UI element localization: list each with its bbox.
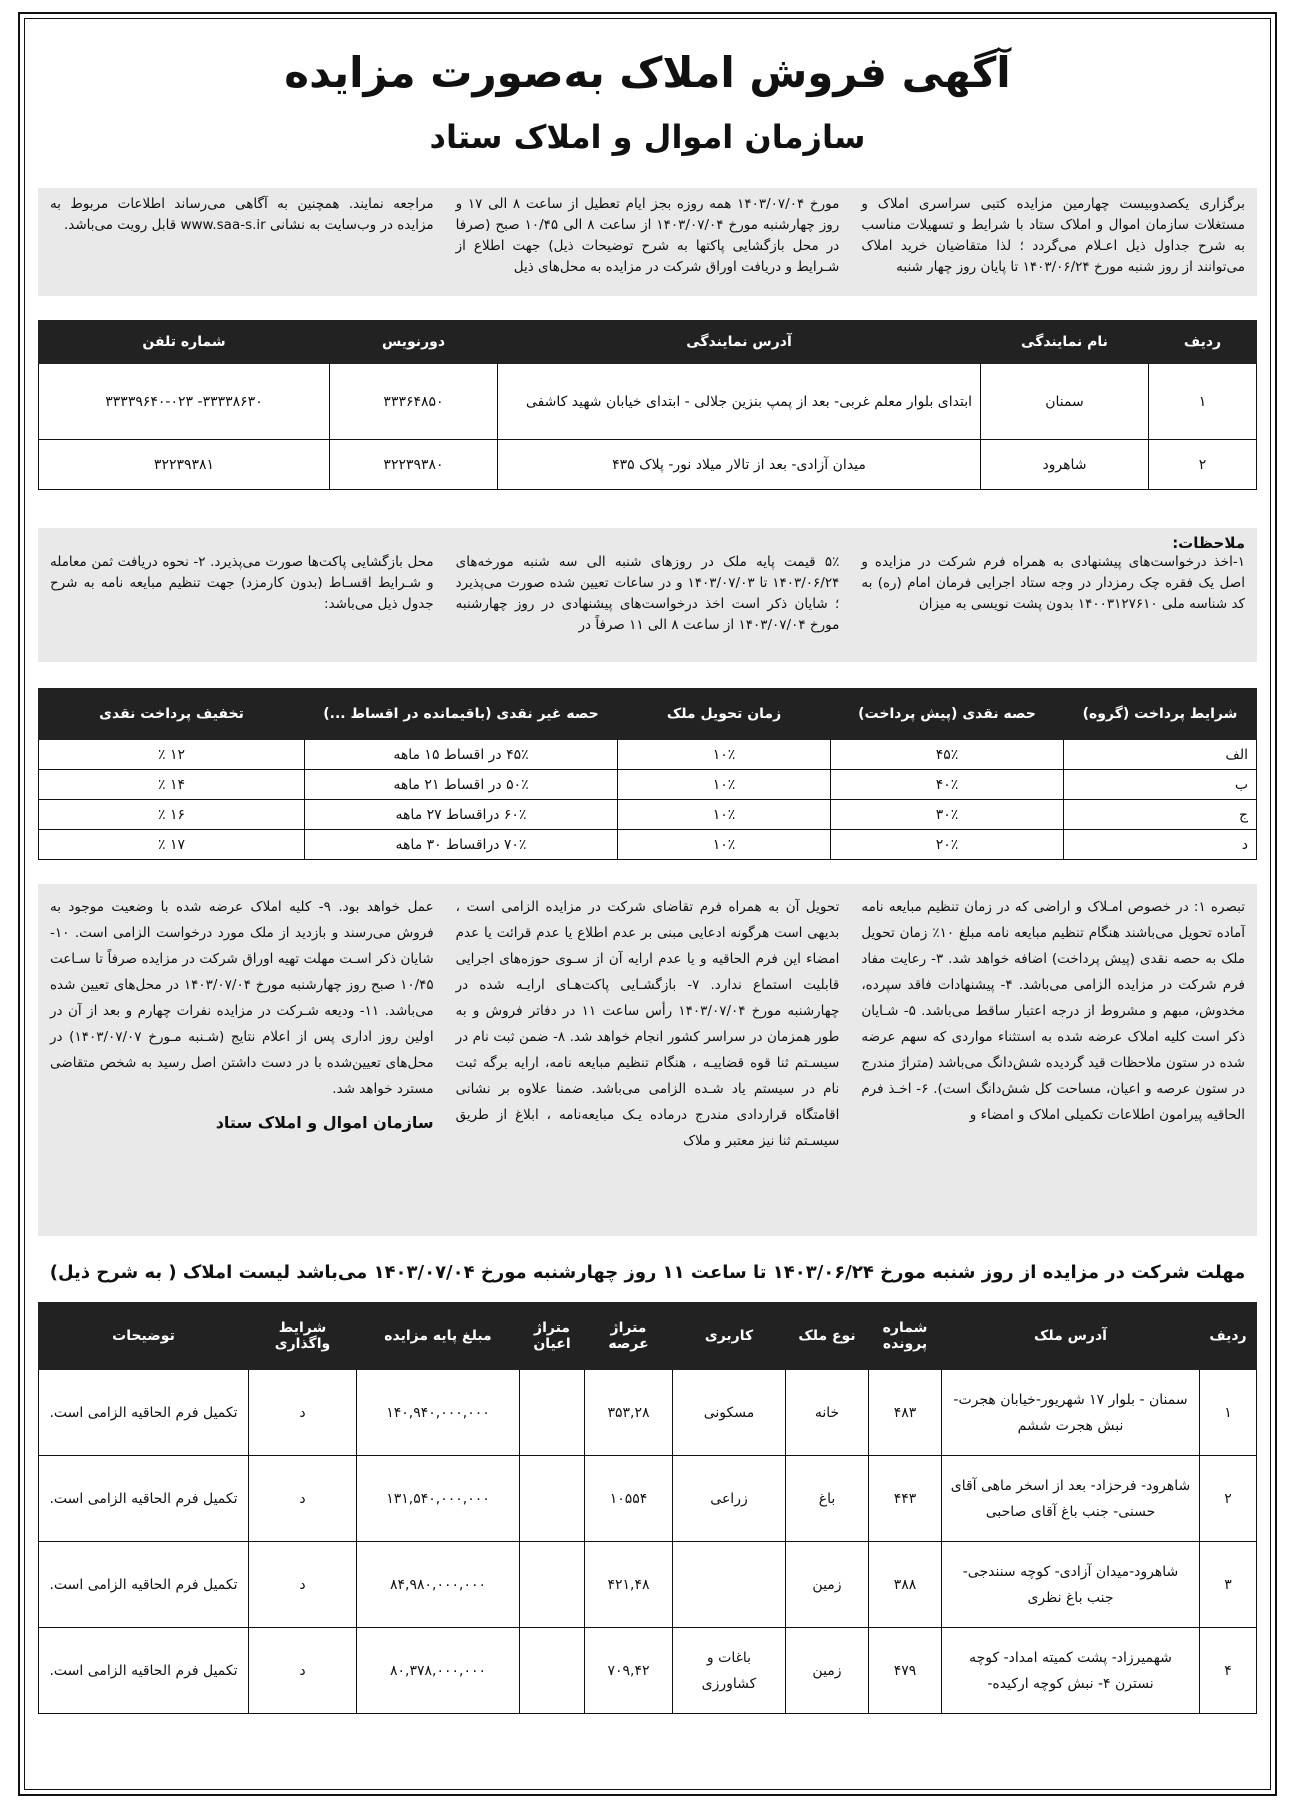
payment-header: زمان تحویل ملک (618, 689, 831, 740)
payment-cash: ۲۰٪ (831, 830, 1064, 860)
property-terms: د (249, 1542, 357, 1628)
agencies-header: دورنویس (330, 321, 498, 364)
property-use: زراعی (673, 1456, 786, 1542)
page-title: آگهی فروش املاک به‌صورت مزایده (284, 48, 1011, 97)
intro-box (38, 188, 1257, 296)
properties-header: شماره پرونده (869, 1303, 942, 1370)
notes-col-2: ۵٪ قیمت پایه ملک در روزهای شنبه الی سه شنبه مورخه‌های ۱۴۰۳/۰۶/۲۴ تا ۱۴۰۳/۰۷/۰۳ و در ساعات تعیین شده صورت می‌پذیرد ؛ شایان ذکر است اخذ درخواست‌های پیشنهادی در روز چهارشنبه مورخ ۱۴۰۳/۰۷/۰۴ از ساعت ۸ الی ۱۱ صرفاً در (455, 554, 840, 633)
property-building-area (520, 1628, 585, 1714)
properties-header: مبلغ پایه مزایده (357, 1303, 520, 1370)
properties-header: نوع ملک (786, 1303, 869, 1370)
table-row (39, 1628, 1257, 1714)
page-subtitle: سازمان اموال و املاک ستاد (429, 118, 866, 156)
payment-cash: ۴۰٪ (831, 770, 1064, 800)
table-row (39, 1456, 1257, 1542)
intro-col-2: مورخ ۱۴۰۳/۰۷/۰۴ همه روزه بجز ایام تعطیل از ساعت ۸ الی ۱۷ و روز چهارشنبه مورخ ۱۴۰۳/۰۷/۰۴ از ساعت ۸ الی ۱۰/۴۵ صبح (صرفا در محل بازگشایی پاکتها به شرح توضیحات ذیل) جهت اطلاع از شـرایط و دریافت اوراق شرکت در مزایده به محل‌های ذیل (455, 196, 840, 275)
property-address: سمنان - بلوار ۱۷ شهریور-خیابان هجرت- نبش هجرت ششم (942, 1370, 1200, 1456)
property-description: تکمیل فرم الحاقیه الزامی است. (39, 1370, 249, 1456)
payment-installment: ۵۰٪ در اقساط ۲۱ ماهه (305, 770, 618, 800)
intro-col-3: مراجعه نمایند. همچنین به آگاهی می‌رساند اطلاعات مربوط به مزایده در وب‌سایت به نشانی www.saa-s.ir قابل رویت می‌باشد. (49, 196, 434, 233)
property-type: زمین (786, 1542, 869, 1628)
property-base-price: ۱۴۰,۹۴۰,۰۰۰,۰۰۰ (357, 1370, 520, 1456)
property-base-price: ۱۳۱,۵۴۰,۰۰۰,۰۰۰ (357, 1456, 520, 1542)
table-row (39, 440, 1257, 490)
agencies-header: نام نمایندگی (981, 321, 1149, 364)
agencies-header: شماره تلفن (39, 321, 330, 364)
properties-header-row (39, 1303, 1257, 1370)
table-row (39, 364, 1257, 440)
agency-name: سمنان (981, 364, 1149, 440)
table-row (39, 1542, 1257, 1628)
property-type: باغ (786, 1456, 869, 1542)
property-file-number: ۳۸۸ (869, 1542, 942, 1628)
terms-col-2: تحویل آن به همراه فرم تقاضای شرکت در مزایده الزامی است ، بدیهی است هرگونه ادعایی مبنی بر عدم اطلاع یا عدم قرائت یا عدم امضاء این فرم الحاقیه و یا عدم ارایه آن از سـوی حوزه‌های اجرایی قابلیت استماع ندارد. ۷- بازگشـایی پاکت‌هـای ارایـه شده در چهارشنبه مورخ ۱۴۰۳/۰۷/۰۴ رأس ساعت ۱۱ در دفاتر فروش و به طور همزمان در سراسر کشور انجام خواهد شد. ۸- ضمن ثبت نام در سیسـتم ثنا قوه قضاییـه ، هنگام تنظیم مبایعه نامه، ارایه برگه ثبت نام در سیستم یاد شـده الزامی می‌باشد. ضمنا علاوه بر نشانی اقامتگاه قراردادی مندرج درماده یـک مبایعه‌نامه ، ابلاغ از طریق سیسـتم ثنا نیز معتبر و ملاک (455, 899, 840, 1149)
property-use: مسکونی (673, 1370, 786, 1456)
property-row-number: ۱ (1200, 1370, 1257, 1456)
properties-header: آدرس ملک (942, 1303, 1200, 1370)
property-address: شاهرود-میدان آزادی- کوچه سنندجی- جنب باغ نظری (942, 1542, 1200, 1628)
notes-box (38, 528, 1257, 662)
notes-col-1: ۱-اخذ درخواست‌های پیشنهادی به همراه فرم شرکت در مزایده و اصل یک فقره چک رمزدار در وجه ستاد اجرایی فرمان امام (ره) به کد شناسه ملی ۱۴۰۰۳۱۲۷۶۱۰ بدون پشت نویسی به میزان (861, 554, 1245, 612)
property-land-area: ۱۰۵۵۴ (585, 1456, 673, 1542)
agency-address: ابتدای بلوار معلم غربی- بعد از پمپ بنزین جلالی - ابتدای خیابان شهید کاشفی (498, 364, 981, 440)
intro-col-1: برگزاری یکصدوبیست چهارمین مزایده کتبی سراسری املاک و مستغلات سازمان اموال و املاک ستاد با شرایط و تسهیلات مناسب به شرح جداول ذیل اعـلام می‌گردد ؛ لذا متقاضیان خرید املاک می‌توانند از روز شنبه مورخ ۱۴۰۳/۰۶/۲۴ تا پایان روز چهار شنبه (861, 196, 1245, 275)
property-land-area: ۴۲۱,۴۸ (585, 1542, 673, 1628)
property-address: شهمیرزاد- پشت کمیته امداد- کوچه نسترن ۴- نبش کوچه ارکیده- (942, 1628, 1200, 1714)
payment-header-row (39, 689, 1257, 740)
property-base-price: ۸۴,۹۸۰,۰۰۰,۰۰۰ (357, 1542, 520, 1628)
notes-heading: ملاحظات: (1172, 534, 1245, 552)
property-use (673, 1542, 786, 1628)
agency-phone: ۳۳۳۳۸۶۳۰- ۳۳۳۳۹۶۴۰-۰۲۳ (39, 364, 330, 440)
payment-header: حصه نقدی (پیش پرداخت) (831, 689, 1064, 740)
payment-discount: ۱۶ ٪ (39, 800, 305, 830)
property-description: تکمیل فرم الحاقیه الزامی است. (39, 1542, 249, 1628)
property-type: خانه (786, 1370, 869, 1456)
payment-discount: ۱۲ ٪ (39, 740, 305, 770)
property-land-area: ۳۵۳,۲۸ (585, 1370, 673, 1456)
agency-name: شاهرود (981, 440, 1149, 490)
property-use: باغات و کشاورزی (673, 1628, 786, 1714)
property-building-area (520, 1370, 585, 1456)
property-file-number: ۴۸۳ (869, 1370, 942, 1456)
payment-group: ج (1064, 800, 1257, 830)
payment-discount: ۱۴ ٪ (39, 770, 305, 800)
property-file-number: ۴۷۹ (869, 1628, 942, 1714)
property-description: تکمیل فرم الحاقیه الزامی است. (39, 1456, 249, 1542)
property-description: تکمیل فرم الحاقیه الزامی است. (39, 1628, 249, 1714)
payment-delivery: ۱۰٪ (618, 830, 831, 860)
terms-col-1: تبصره ۱: در خصوص امـلاک و اراضی که در زمان تنظیم مبایعه نامه آماده تحویل می‌باشند هنگام تنظیم مبایعه نامه مبلغ ۱۰٪ زمان تحویل ملک به حصه نقدی (پیش پرداخت) اضافه خواهد شد. ۳- رعایت مفاد فرم شرکت در مزایده الزامی می‌باشد. ۴- پیشنهادات فاقد سپرده، مخدوش، مبهم و مشروط از درجه اعتبار ساقط می‌باشد. ۵- شـایان ذکر است کلیه املاک عرضه شده به استثناء مواردی که سهم عرضه شده در ستون ملاحظات قید گردیده شش‌دانگ می‌باشد (متراژ مندرج در ستون عرصه و اعیان، مساحت کل شش‌دانگ است). ۶- اخـذ فرم الحاقیه پیرامون اطلاعات تکمیلی املاک و امضاء و (861, 899, 1246, 1123)
payment-header: تخفیف پرداخت نقدی (39, 689, 305, 740)
signature: سازمان اموال و املاک ستاد (215, 1113, 434, 1132)
payment-installment: ۴۵٪ در اقساط ۱۵ ماهه (305, 740, 618, 770)
agency-fax: ۳۳۳۶۴۸۵۰ (330, 364, 498, 440)
property-terms: د (249, 1628, 357, 1714)
property-row-number: ۴ (1200, 1628, 1257, 1714)
property-address: شاهرود- فرحزاد- بعد از اسخر ماهی آقای حسنی- جنب باغ آقای صاحبی (942, 1456, 1200, 1542)
property-building-area (520, 1542, 585, 1628)
payment-table (38, 688, 1257, 860)
payment-group: ب (1064, 770, 1257, 800)
payment-installment: ۷۰٪ دراقساط ۳۰ ماهه (305, 830, 618, 860)
table-row (39, 800, 1257, 830)
table-row (39, 830, 1257, 860)
agency-fax: ۳۲۲۳۹۳۸۰ (330, 440, 498, 490)
agencies-header-row (39, 321, 1257, 364)
table-row (39, 740, 1257, 770)
agencies-table (38, 320, 1257, 490)
properties-header: کاربری (673, 1303, 786, 1370)
property-terms: د (249, 1370, 357, 1456)
properties-table (38, 1302, 1257, 1714)
payment-group: د (1064, 830, 1257, 860)
agency-row-number: ۲ (1149, 440, 1257, 490)
property-row-number: ۳ (1200, 1542, 1257, 1628)
payment-delivery: ۱۰٪ (618, 770, 831, 800)
agencies-header: آدرس نمایندگی (498, 321, 981, 364)
payment-header: حصه غیر نقدی (باقیمانده در اقساط ...) (305, 689, 618, 740)
property-terms: د (249, 1456, 357, 1542)
terms-col-3: عمل خواهد بود. ۹- کلیه املاک عرضه شده با وضعیت موجود به فروش می‌رسند و بازدید از ملک مورد درخواست الزامی است. ۱۰-شایان ذکر اسـت مهلت تهیه اوراق شرکت در مزایده صرفاً تا سـاعت ۱۰/۴۵ صبح روز چهارشنبه مورخ ۱۴۰۳/۰۷/۰۴ در محل‌های تعیین شده می‌باشد. ۱۱- ودیعه شـرکت در مزایده نفرات چهارم و بعد از آن در اولین روز اداری پس از اعلام نتایج (شـنبه مـورخ ۱۴۰۳/۰۷/۰۷) در محل‌های تعیین‌شده با در دست داشتن اصل رسید به شخص متقاضی مسترد خواهد شد. (49, 899, 434, 1097)
notes-col-3: محل بازگشایی پاکت‌ها صورت می‌پذیرد. ۲- نحوه دریافت ثمن معامله و شـرایط اقسـاط (بدون کارمزد) جهت تنظیم مبایعه نامه به شرح جدول ذیل می‌باشد: (49, 554, 434, 612)
property-land-area: ۷۰۹,۴۲ (585, 1628, 673, 1714)
property-row-number: ۲ (1200, 1456, 1257, 1542)
payment-discount: ۱۷ ٪ (39, 830, 305, 860)
payment-header: شرایط پرداخت (گروه) (1064, 689, 1257, 740)
agency-address: میدان آزادی- بعد از تالار میلاد نور- پلاک ۴۳۵ (498, 440, 981, 490)
agency-row-number: ۱ (1149, 364, 1257, 440)
property-file-number: ۴۴۳ (869, 1456, 942, 1542)
property-base-price: ۸۰,۳۷۸,۰۰۰,۰۰۰ (357, 1628, 520, 1714)
agencies-header: ردیف (1149, 321, 1257, 364)
payment-cash: ۳۰٪ (831, 800, 1064, 830)
table-row (39, 1370, 1257, 1456)
payment-delivery: ۱۰٪ (618, 740, 831, 770)
properties-header: شرایط واگذاری (249, 1303, 357, 1370)
agency-phone: ۳۲۲۳۹۳۸۱ (39, 440, 330, 490)
table-row (39, 770, 1257, 800)
deadline-heading: مهلت شرکت در مزایده از روز شنبه مورخ ۱۴۰۳/۰۶/۲۴ تا ساعت ۱۱ روز چهارشنبه مورخ ۱۴۰۳/۰۷/۰۴ می‌باشد لیست املاک ( به شرح ذیل) (49, 1262, 1246, 1283)
properties-header: متراژ عرصه (585, 1303, 673, 1370)
payment-installment: ۶۰٪ دراقساط ۲۷ ماهه (305, 800, 618, 830)
payment-group: الف (1064, 740, 1257, 770)
property-type: زمین (786, 1628, 869, 1714)
properties-header: متراژ اعیان (520, 1303, 585, 1370)
payment-delivery: ۱۰٪ (618, 800, 831, 830)
properties-header: ردیف (1200, 1303, 1257, 1370)
terms-box (38, 884, 1257, 1236)
property-building-area (520, 1456, 585, 1542)
payment-cash: ۴۵٪ (831, 740, 1064, 770)
properties-header: توضیحات (39, 1303, 249, 1370)
